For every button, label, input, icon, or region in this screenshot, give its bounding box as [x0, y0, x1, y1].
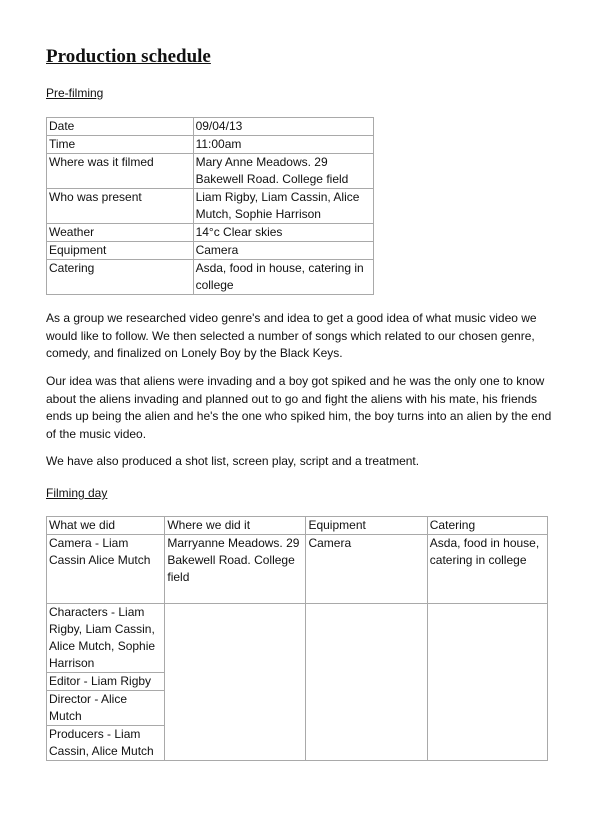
table-row	[47, 118, 374, 136]
roles-cell	[47, 604, 165, 761]
table-row	[47, 189, 374, 224]
cell-equipment: Camera	[306, 535, 427, 604]
row-value: 11:00am	[193, 136, 373, 154]
row-label: Equipment	[47, 242, 194, 260]
row-value: Camera	[193, 242, 373, 260]
row-value: Asda, food in house, catering in college	[193, 260, 373, 295]
empty-cell	[427, 604, 547, 761]
row-value: Liam Rigby, Liam Cassin, Alice Mutch, Sophie Harrison	[193, 189, 373, 224]
row-value: 09/04/13	[193, 118, 373, 136]
filming-day-table	[46, 516, 548, 761]
empty-cell	[306, 604, 427, 761]
row-label: Catering	[47, 260, 194, 295]
cell-where: Marryanne Meadows. 29 Bakewell Road. College field	[165, 535, 306, 604]
row-label: Date	[47, 118, 194, 136]
cell-what: Camera - Liam Cassin Alice Mutch	[47, 535, 165, 604]
row-label: Time	[47, 136, 194, 154]
filming-day-heading: Filming day	[46, 486, 108, 500]
paragraph-research: As a group we researched video genre's and idea to get a good idea of what music video we would like to follow. We then selected a number of songs which related to our chosen genre, comedy, and finalized on Lonely Boy by the Black Keys.	[46, 311, 537, 360]
table-row	[47, 260, 374, 295]
row-label: Who was present	[47, 189, 194, 224]
row-label: Where was it filmed	[47, 154, 194, 189]
table-row	[47, 535, 548, 604]
pre-filming-table	[46, 117, 374, 295]
cell-catering: Asda, food in house, catering in college	[427, 535, 547, 604]
page-title: Production schedule	[46, 46, 211, 67]
table-row	[47, 224, 374, 242]
pre-filming-heading: Pre-filming	[46, 86, 104, 100]
role-item: Producers - Liam Cassin, Alice Mutch	[49, 727, 154, 758]
column-header: Equipment	[306, 517, 427, 535]
table-row	[47, 136, 374, 154]
paragraph-documents: We have also produced a shot list, screen play, script and a treatment.	[46, 454, 420, 468]
column-header: Catering	[427, 517, 547, 535]
role-item: Editor - Liam Rigby	[47, 673, 164, 691]
empty-cell	[165, 604, 306, 761]
column-header: Where we did it	[165, 517, 306, 535]
table-row	[47, 242, 374, 260]
row-value: Mary Anne Meadows. 29 Bakewell Road. College field	[193, 154, 373, 189]
role-item: Director - Alice Mutch	[47, 691, 164, 726]
table-row	[47, 154, 374, 189]
row-value: 14°c Clear skies	[193, 224, 373, 242]
paragraph-idea: Our idea was that aliens were invading and a boy got spiked and he was the only one to know about the aliens invading and planned out to go and fight the aliens with his mate, his friends ends up being the alien and he's the one who spiked him, the boy turns into an alien by the end of the music video.	[46, 374, 552, 441]
table-row	[47, 604, 548, 761]
role-item: Characters - Liam Rigby, Liam Cassin, Alice Mutch, Sophie Harrison	[47, 604, 164, 673]
column-header: What we did	[47, 517, 165, 535]
table-header-row	[47, 517, 548, 535]
row-label: Weather	[47, 224, 194, 242]
